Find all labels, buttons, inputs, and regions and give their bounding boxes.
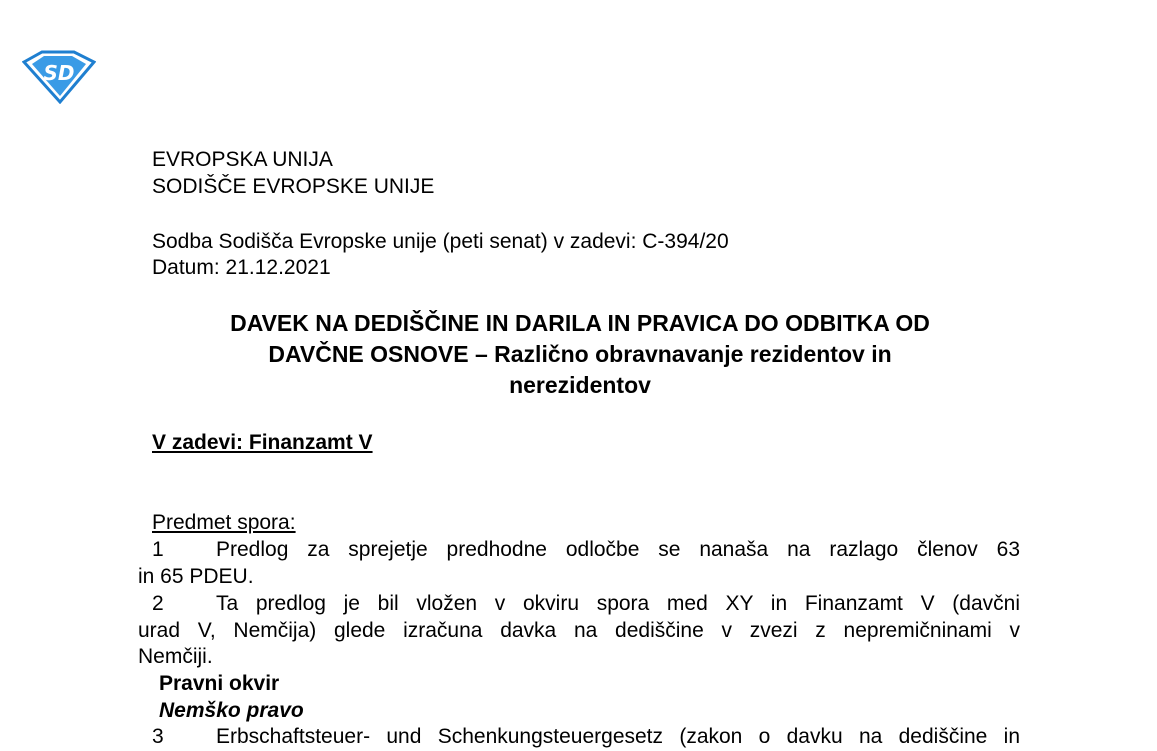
case-date: Datum: 21.12.2021 [152,256,331,279]
paragraph-2 [138,591,1020,671]
paragraph-number: 3 [152,725,164,748]
subsection-heading: Nemško pravo [159,699,304,722]
paragraph-text: Predlog za sprejetje predhodne odločbe se nanaša na razlago členov 63 [216,538,1020,561]
paragraph-1 [138,537,1020,590]
paragraph-text: urad V, Nemčija) glede izračuna davka na dediščine v zvezi z nepremičninami v [138,618,1020,642]
paragraph-number: 1 [152,538,164,561]
paragraph-text: Erbschaftsteuer- und Schenkungsteuergesetz (zakon o davku na dediščine in [216,725,1020,748]
paragraph-3 [138,724,1020,751]
title-line-2: DAVČNE OSNOVE – Različno obravnavanje rezidentov in [268,341,892,367]
paragraph-number: 2 [152,592,164,615]
paragraph-text: Nemčiji. [138,645,213,668]
subject-heading: Predmet spora: [152,511,296,534]
logo-letters: SD [43,61,75,85]
parties-heading: V zadevi: Finanzamt V [152,431,373,454]
title-line-3: nerezidentov [509,372,651,398]
court-logo [22,50,96,104]
paragraph-text: Ta predlog je bil vložen v okviru spora med XY in Finanzamt V (davčni [216,592,1020,615]
section-heading: Pravni okvir [159,672,280,695]
paragraph-text: in 65 PDEU. [138,564,254,588]
org-line-2: SODIŠČE EVROPSKE UNIJE [152,175,435,198]
title-line-1: DAVEK NA DEDIŠČINE IN DARILA IN PRAVICA DO ODBITKA OD [230,310,930,336]
org-line-1: EVROPSKA UNIJA [152,148,333,171]
case-reference: Sodba Sodišča Evropske unije (peti senat) v zadevi: C-394/20 [152,230,729,253]
